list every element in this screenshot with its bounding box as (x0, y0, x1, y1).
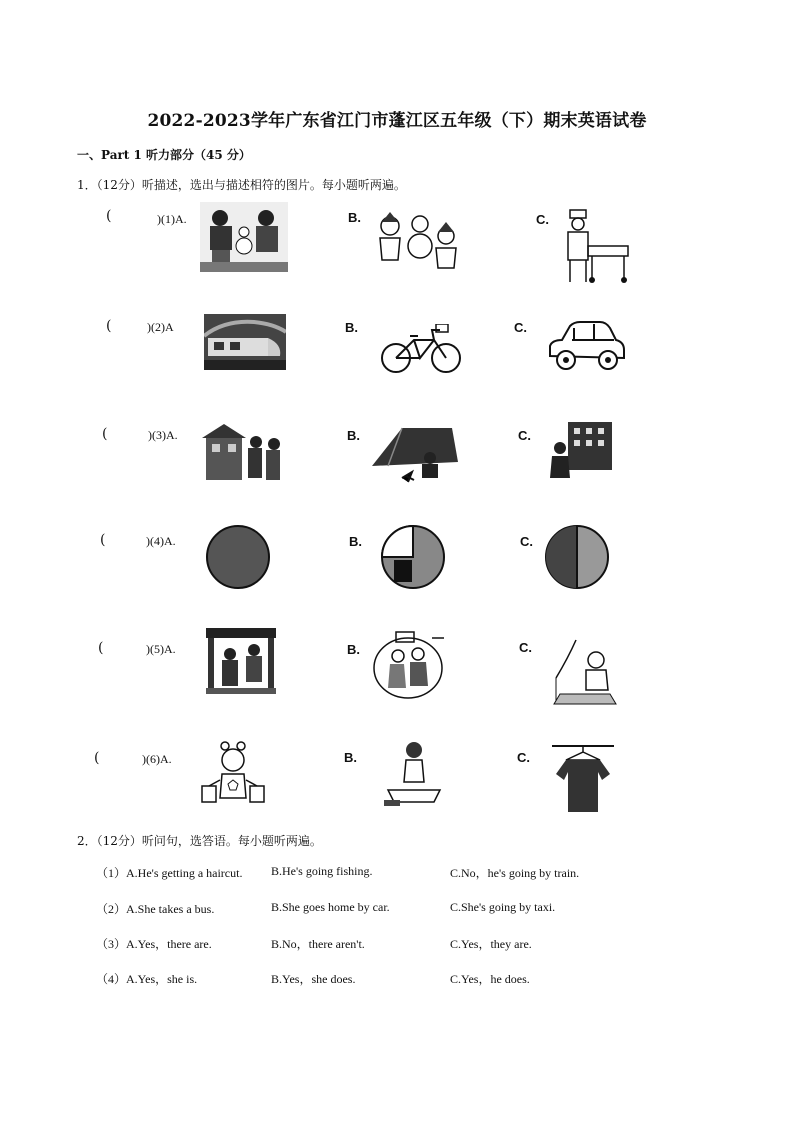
full-dark-circle-picture (205, 524, 271, 590)
people-by-house-picture (202, 422, 284, 484)
car-picture (546, 320, 628, 376)
item-number: )(3)A. (148, 428, 178, 442)
answer-paren[interactable]: ( (106, 208, 112, 224)
boy-fishing-picture (546, 638, 622, 708)
item-number: )(1)A. (157, 212, 187, 226)
question-2-text: 2．（12分）听问句，选答语。每小题听两遍。 (77, 834, 322, 848)
option-b-label: B. (347, 428, 360, 443)
item-number: )(2)A (147, 320, 174, 334)
people-in-shelter-picture (206, 628, 276, 694)
question-1-item-4 (0, 524, 794, 614)
answer-option-c[interactable]: C.She's going by taxi. (450, 900, 556, 914)
option-c-label: C. (514, 320, 527, 335)
option-c-label: C. (517, 750, 530, 765)
tent-campfire-picture (368, 420, 460, 486)
bicycle-picture (380, 324, 464, 376)
option-b-label: B. (344, 750, 357, 765)
page-title: 2022-2023学年广东省江门市蓬江区五年级（下）期末英语试卷 (147, 111, 647, 131)
item-number: )(4)A. (146, 534, 176, 548)
answer-option-c[interactable]: C.No，he's going by train. (450, 866, 580, 880)
question-1-item-1 (0, 200, 794, 290)
option-b-label: B. (345, 320, 358, 335)
option-c-label: C. (518, 428, 531, 443)
item-number: )(5)A. (146, 642, 176, 656)
person-by-building-picture (548, 418, 618, 486)
chef-cooking-picture (558, 208, 632, 288)
option-c-label: C. (520, 534, 533, 549)
answer-option-b[interactable]: B.No，there aren't. (271, 937, 365, 951)
girl-with-bags-picture (198, 740, 268, 810)
children-building-snowman-picture (200, 202, 288, 272)
answer-option-b[interactable]: B.He's going fishing. (271, 864, 373, 878)
answer-option-a[interactable]: （4）A.Yes，she is. (96, 972, 198, 986)
circle-with-corner-picture (380, 524, 446, 590)
answer-paren[interactable]: ( (106, 318, 112, 334)
shirt-on-hanger-picture (552, 742, 614, 816)
answer-option-a[interactable]: （2）A.She takes a bus. (96, 902, 215, 916)
answer-option-a[interactable]: （3）A.Yes，there are. (96, 937, 212, 951)
girl-washing-clothes-picture (382, 740, 444, 810)
option-c-label: C. (519, 640, 532, 655)
question-1-text: 1．（12分）听描述，选出与描述相符的图片。每小题听两遍。 (77, 178, 406, 192)
section-heading: 一、Part 1 听力部分（45 分） (77, 148, 251, 162)
answer-option-c[interactable]: C.Yes，he does. (450, 972, 530, 986)
question-1-item-6 (0, 738, 794, 828)
question-1-item-3 (0, 418, 794, 508)
question-1-item-2 (0, 312, 794, 402)
family-scene-picture (372, 628, 444, 700)
answer-paren[interactable]: ( (98, 640, 104, 656)
answer-option-c[interactable]: C.Yes，they are. (450, 937, 532, 951)
option-b-label: B. (348, 210, 361, 225)
answer-option-a[interactable]: （1）A.He's getting a haircut. (96, 866, 243, 880)
answer-paren[interactable]: ( (100, 532, 106, 548)
question-1-item-5 (0, 628, 794, 718)
half-shaded-circle-picture (544, 524, 610, 590)
option-b-label: B. (349, 534, 362, 549)
option-c-label: C. (536, 212, 549, 227)
answer-option-b[interactable]: B.Yes，she does. (271, 972, 356, 986)
train-picture (204, 314, 286, 370)
option-b-label: B. (347, 642, 360, 657)
item-number: )(6)A. (142, 752, 172, 766)
kids-with-snowman-picture (376, 208, 464, 272)
answer-option-b[interactable]: B.She goes home by car. (271, 900, 390, 914)
answer-paren[interactable]: ( (102, 426, 108, 442)
answer-paren[interactable]: ( (94, 750, 100, 766)
